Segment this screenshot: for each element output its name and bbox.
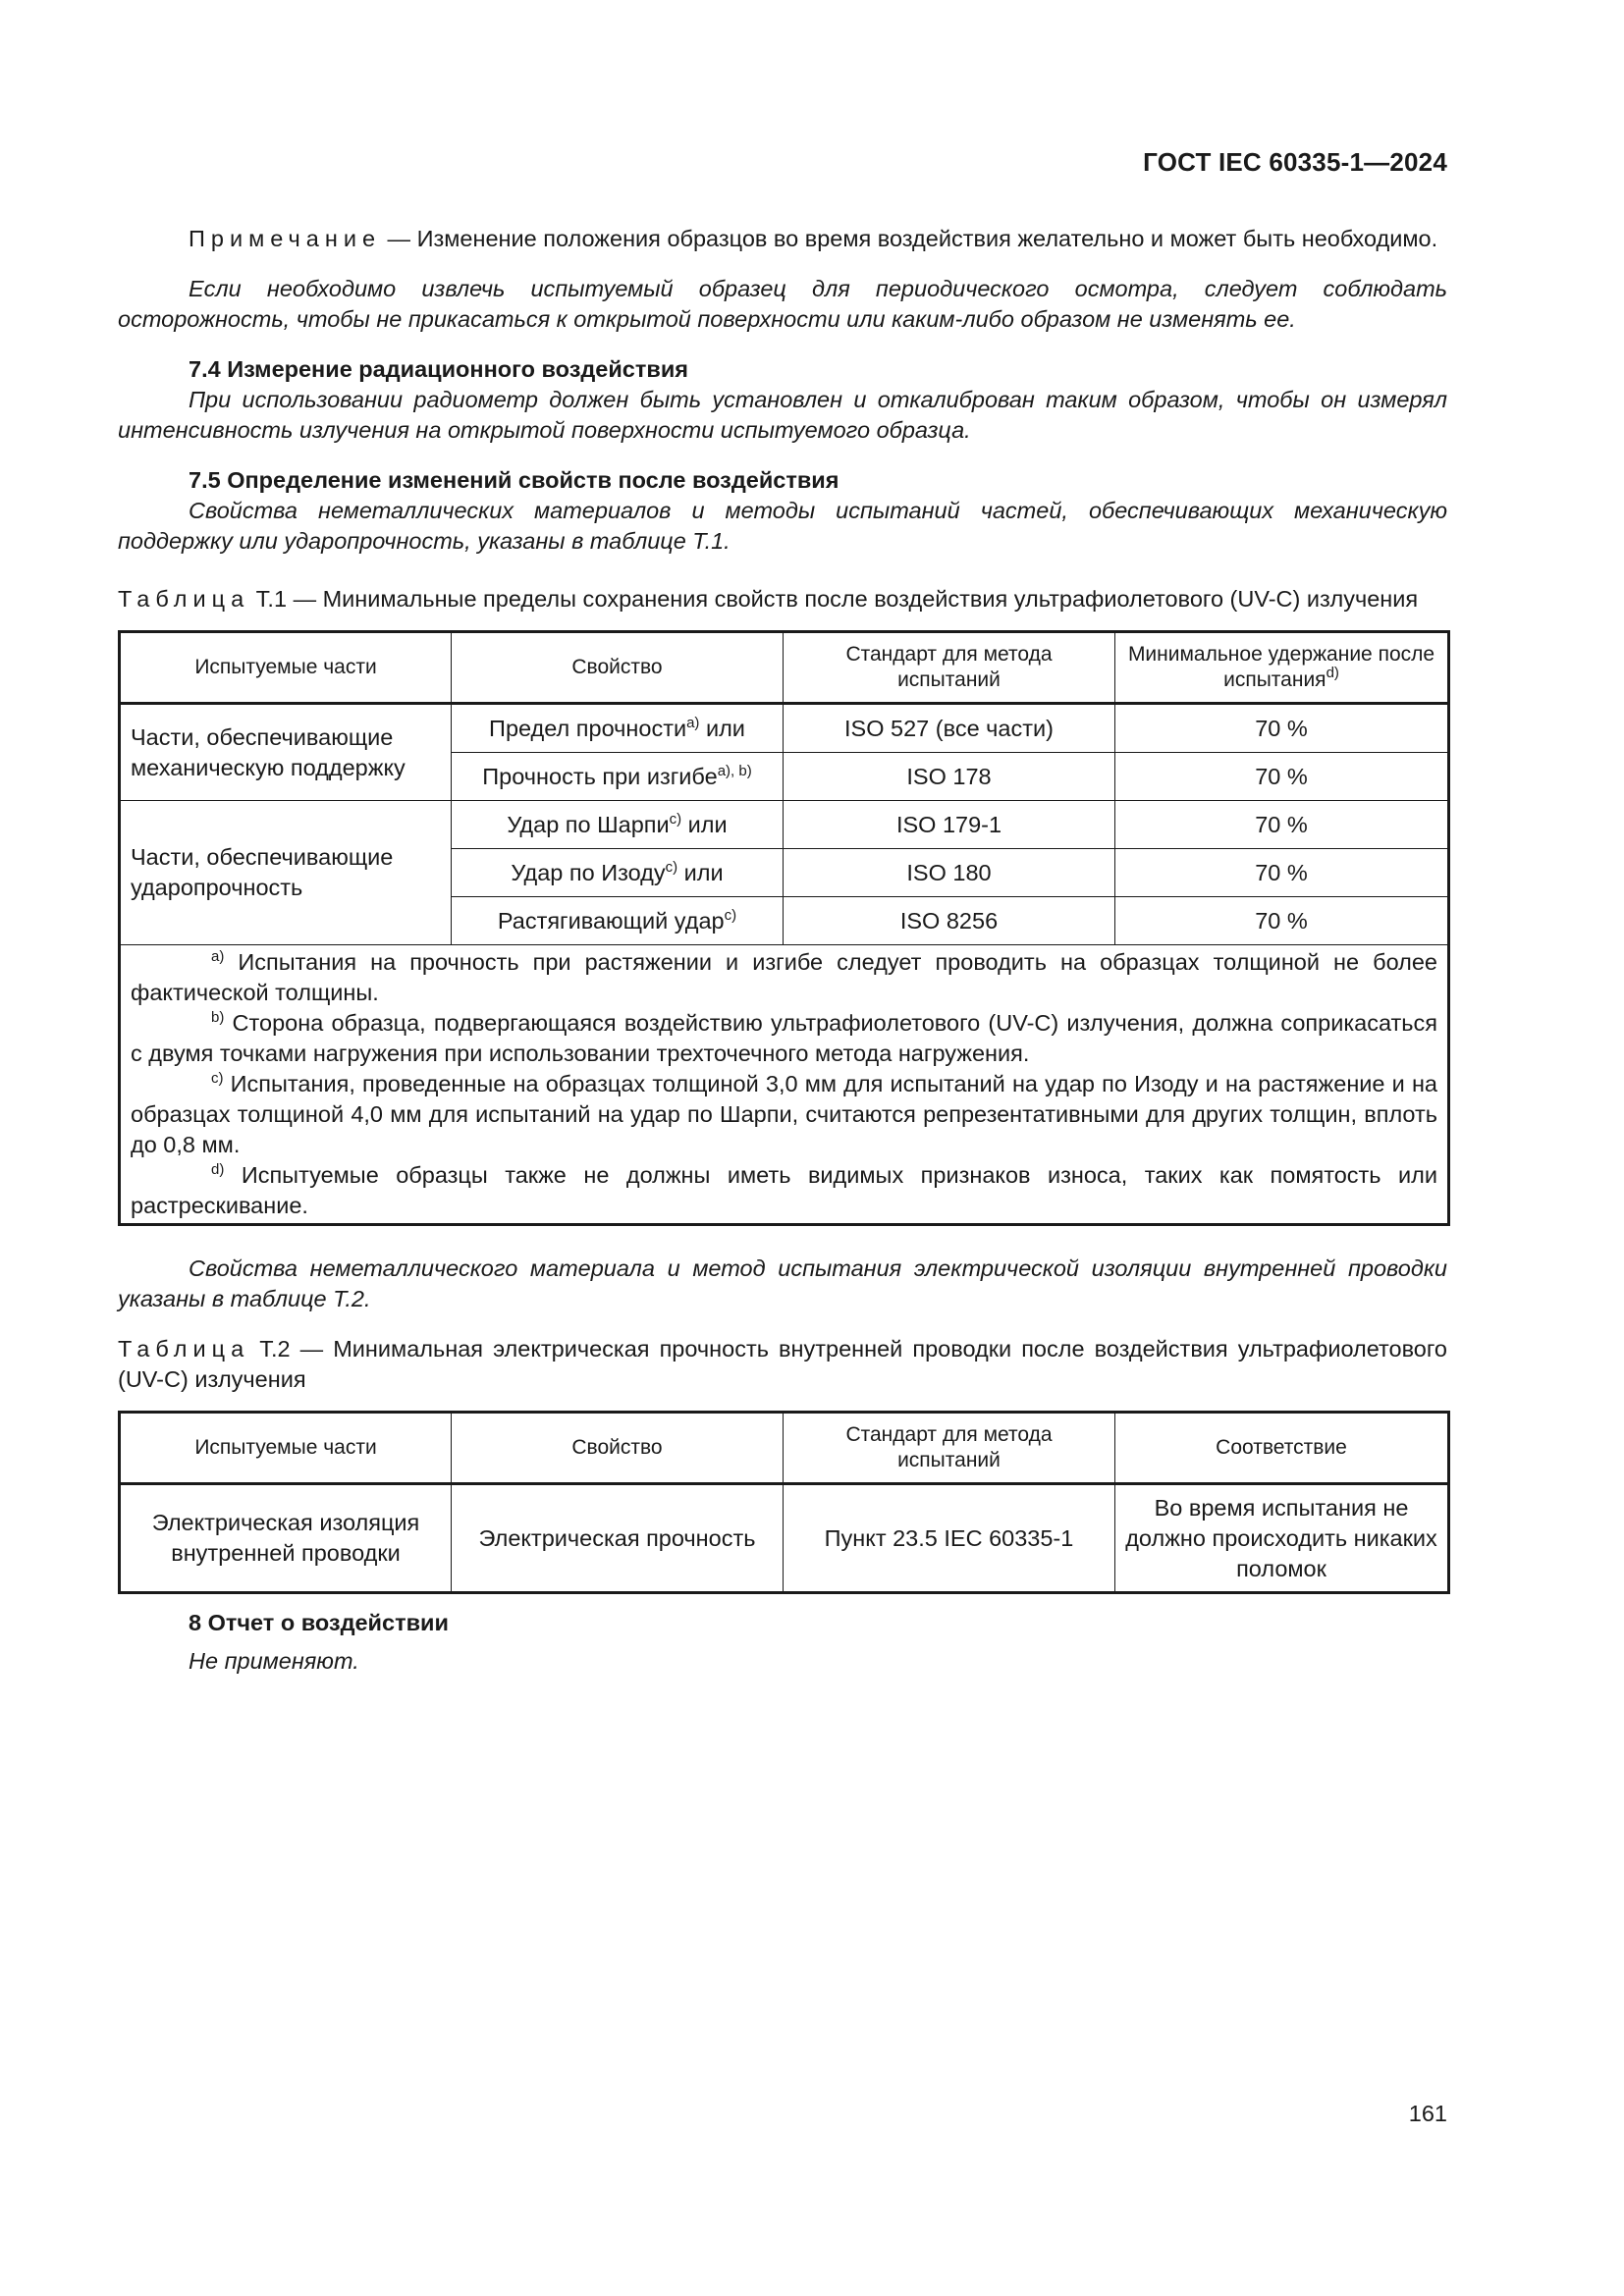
footnote-marker: a) [211,948,225,965]
document-code: ГОСТ IEC 60335-1—2024 [1143,147,1447,177]
footnote-marker: d) [211,1161,225,1178]
header-parts: Испытуемые части [120,1413,452,1484]
standard-cell: ISO 179-1 [784,801,1115,849]
property-cell: Электрическая прочность [452,1484,784,1593]
header-standard: Стандарт для метода испытаний [784,632,1115,704]
footnote-text: Сторона образца, подвергающаяся воздействию ультрафиолетового (UV-C) излучения, должна соприкасаться с двумя точками нагружения при использовании трехточечного метода нагружения. [131,1010,1437,1066]
footnote-marker: d) [1326,665,1339,681]
group-mechanical-support: Части, обеспечивающие механическую поддержку [120,704,452,801]
footnote-marker: b) [211,1009,225,1026]
section-8-title: 8 Отчет о воздействии [189,1610,449,1635]
footnote-text: Испытания, проведенные на образцах толщиной 3,0 мм для испытаний на удар по Изоду и на растяжение и на образцах толщиной 4,0 мм для испытаний на удар по Шарпи, считаются репрезентативными для других толщин, вплоть до 0,8 мм. [131,1071,1437,1157]
standard-cell: Пункт 23.5 IEC 60335-1 [784,1484,1115,1593]
footnote-a [131,947,1437,1008]
header-property: Свойство [452,632,784,704]
section-7-5-text: Свойства неметаллических материалов и методы испытаний частей, обеспечивающих механическую поддержку или ударопрочность, указаны в таблице Т.1. [118,498,1447,554]
property-text: Предел прочности [489,715,687,741]
table1-caption [118,584,1447,614]
compliance-cell: Во время испытания не должно происходить никаких поломок [1115,1484,1449,1593]
header-property: Свойство [452,1413,784,1484]
table2-intro-paragraph: Свойства неметаллического материала и метод испытания электрической изоляции внутренней проводки указаны в таблице Т.2. [118,1255,1447,1311]
table1-caption-text: Т.1 — Минимальные пределы сохранения свойств после воздействия ультрафиолетового (UV-C) излучения [249,586,1419,612]
table-header-row [120,632,1449,704]
property-cell [452,801,784,849]
section-7-4-text: При использовании радиометр должен быть установлен и откалиброван таким образом, чтобы он измерял интенсивность излучения на открытой поверхности испытуемого образца. [118,387,1447,443]
table2-caption-text: Т.2 — Минимальная электрическая прочность внутренней проводки после воздействия ультрафиолетового (UV-C) излучения [118,1336,1447,1392]
min-retention-cell: 70 % [1115,753,1449,801]
property-cell [452,897,784,945]
standard-cell: ISO 8256 [784,897,1115,945]
footnote-text: Испытуемые образцы также не должны иметь видимых признаков износа, таких как помятость или растрескивание. [131,1162,1437,1218]
table-t2 [118,1411,1450,1594]
header-standard: Стандарт для метода испытаний [784,1413,1115,1484]
header-min-retention-text: Минимальное удержание после испытания [1127,643,1435,691]
footnote-c [131,1069,1437,1160]
table-t1 [118,630,1450,1226]
min-retention-cell: 70 % [1115,849,1449,897]
standard-cell: ISO 178 [784,753,1115,801]
header-min-retention [1115,632,1449,704]
footnote-marker: c) [669,810,682,828]
property-suffix: или [681,811,728,837]
table-row [120,1484,1449,1593]
header-compliance: Соответствие [1115,1413,1449,1484]
table-footnotes [120,945,1449,1225]
note-label: Примечание [189,226,382,251]
footnote-marker: c) [211,1070,224,1087]
min-retention-cell: 70 % [1115,704,1449,753]
footnote-b [131,1008,1437,1069]
section-8-text: Не применяют. [189,1648,359,1674]
table-header-row [120,1413,1449,1484]
footnote-d [131,1160,1437,1221]
table-row [120,704,1449,753]
min-retention-cell: 70 % [1115,897,1449,945]
table2-caption [118,1334,1447,1395]
footnote-text: Испытания на прочность при растяжении и изгибе следует проводить на образцах толщиной не более фактической толщины. [131,949,1437,1005]
standard-cell: ISO 180 [784,849,1115,897]
section-7-4-title: 7.4 Измерение радиационного воздействия [189,356,688,382]
group-impact-resistance: Части, обеспечивающие ударопрочность [120,801,452,945]
footnote-marker: c) [665,858,678,876]
table-row [120,801,1449,849]
standard-cell: ISO 527 (все части) [784,704,1115,753]
footnote-marker: c) [724,906,737,924]
table2-caption-label: Таблица [118,1336,250,1362]
remove-sample-paragraph: Если необходимо извлечь испытуемый образец для периодического осмотра, следует соблюдать осторожность, чтобы не прикасаться к открытой поверхности или каким-либо образом не изменять ее. [118,276,1447,332]
footnote-marker: a), b) [717,762,752,779]
property-cell [452,849,784,897]
property-text: Удар по Шарпи [507,811,670,837]
property-text: Растягивающий удар [497,907,725,934]
part-cell: Электрическая изоляция внутренней проводки [120,1484,452,1593]
note-text: — Изменение положения образцов во время воздействия желательно и может быть необходимо. [381,226,1438,251]
page-number: 161 [1408,2101,1447,2126]
property-text: Прочность при изгибе [482,763,718,789]
property-cell [452,704,784,753]
footnote-marker: a) [686,714,700,731]
property-cell [452,753,784,801]
header-parts: Испытуемые части [120,632,452,704]
table1-caption-label: Таблица [118,586,250,612]
property-suffix: или [677,859,724,885]
property-text: Удар по Изоду [511,859,666,885]
property-suffix: или [699,715,745,741]
page-content [118,224,1447,1677]
table-footnotes-row [120,945,1449,1225]
section-7-5-title: 7.5 Определение изменений свойств после воздействия [189,467,839,493]
min-retention-cell: 70 % [1115,801,1449,849]
note-paragraph [118,224,1447,254]
